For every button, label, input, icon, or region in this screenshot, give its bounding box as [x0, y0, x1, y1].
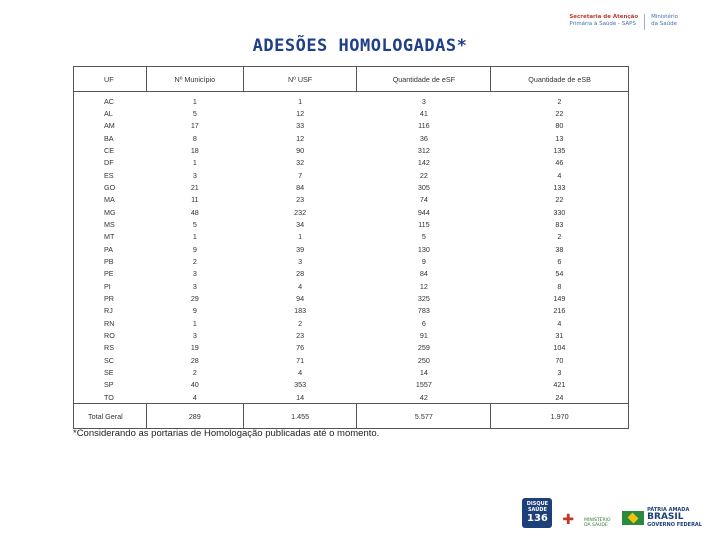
- cell-usf: 183: [294, 306, 307, 316]
- brasil-line3: GOVERNO FEDERAL: [647, 522, 702, 528]
- cell-usf: 7: [298, 170, 303, 180]
- cell-municipio: 5: [192, 219, 197, 229]
- cell-esf: 305: [417, 182, 430, 192]
- cell-usf: 4: [298, 367, 303, 377]
- cell-uf: PB: [104, 256, 114, 266]
- ministerio-logo-text: [651, 14, 678, 28]
- cell-municipio: 17: [190, 121, 199, 131]
- cell-usf: 84: [296, 182, 305, 192]
- brasil-text: [647, 507, 702, 528]
- total-esf: 5.577: [357, 404, 491, 429]
- cell-esf: 6: [421, 318, 426, 328]
- secretaria-line1: Secretaria de Atenção: [569, 14, 639, 20]
- cell-esf: 41: [419, 108, 428, 118]
- cell-esf: 14: [419, 367, 428, 377]
- disque-saude-logo: [522, 498, 552, 528]
- table-row: [74, 181, 629, 193]
- total-esb: 1.970: [491, 404, 629, 429]
- secretaria-line2: Primária à Saúde - SAPS: [569, 21, 636, 27]
- cell-municipio: 1: [192, 232, 197, 242]
- cell-municipio: 9: [192, 244, 197, 254]
- header-logo: [569, 14, 678, 30]
- cell-esb: 104: [553, 343, 566, 353]
- cell-uf: BA: [104, 133, 114, 143]
- footer-logos: [522, 498, 702, 528]
- cell-municipio: 9: [192, 306, 197, 316]
- cell-esf: 250: [417, 355, 430, 365]
- table-row: [74, 194, 629, 206]
- cell-esf: 3: [421, 96, 426, 106]
- cell-municipio: 48: [190, 207, 199, 217]
- cell-usf: 23: [296, 195, 305, 205]
- cell-usf: 76: [296, 343, 305, 353]
- table-row: [74, 268, 629, 280]
- brasil-line2: BRASIL: [647, 512, 684, 522]
- cell-uf: PA: [104, 244, 114, 254]
- cell-uf: SP: [104, 380, 114, 390]
- cell-esb: 2: [557, 232, 562, 242]
- cell-usf: 232: [294, 207, 307, 217]
- cell-uf: RO: [104, 330, 115, 340]
- cell-esf: 130: [417, 244, 430, 254]
- table-row: [74, 329, 629, 341]
- cell-esf: 84: [419, 269, 428, 279]
- cell-usf: 353: [294, 380, 307, 390]
- cell-municipio: 3: [192, 269, 197, 279]
- cell-uf: AM: [104, 121, 115, 131]
- cell-uf: TO: [104, 392, 114, 402]
- cell-uf: ES: [104, 170, 114, 180]
- cell-municipio: 21: [190, 182, 199, 192]
- governo-brasil-logo: [622, 507, 702, 528]
- saps-logo-text: [569, 14, 638, 28]
- table-row: [74, 206, 629, 218]
- cell-esb: 38: [555, 244, 564, 254]
- cell-uf: RS: [104, 343, 114, 353]
- cell-uf: MG: [104, 207, 116, 217]
- cell-municipio: 11: [191, 195, 199, 205]
- cell-usf: 90: [296, 145, 305, 155]
- ministerio-footer-text: MINISTÉRIO DA SAÚDE: [584, 518, 611, 528]
- total-label: Total Geral: [74, 404, 147, 429]
- adesoes-table: [73, 66, 629, 429]
- cell-esf: 783: [417, 306, 430, 316]
- table-row: [74, 92, 629, 108]
- cell-esf: 944: [417, 207, 430, 217]
- cell-uf: PR: [104, 293, 114, 303]
- table-row: [74, 342, 629, 354]
- cell-uf: MS: [104, 219, 115, 229]
- table-row: [74, 354, 629, 366]
- cell-municipio: 28: [190, 355, 199, 365]
- cell-esf: 91: [419, 330, 428, 340]
- cell-usf: 1: [298, 232, 303, 242]
- cell-esb: 46: [555, 158, 564, 168]
- disque-line1: DISQUE: [526, 501, 549, 507]
- table-row: [74, 107, 629, 119]
- table-row: [74, 218, 629, 230]
- cell-esf: 36: [419, 133, 428, 143]
- ministerio-line2: da Saúde: [651, 21, 677, 27]
- cell-usf: 34: [296, 219, 305, 229]
- cell-esb: 3: [557, 367, 562, 377]
- cell-uf: SE: [104, 367, 114, 377]
- brasil-flag-icon: [622, 511, 644, 525]
- cell-uf: PI: [104, 281, 111, 291]
- cell-uf: RN: [104, 318, 115, 328]
- cell-esb: 149: [553, 293, 566, 303]
- cell-usf: 4: [298, 281, 303, 291]
- cell-esf: 12: [419, 281, 428, 291]
- table-row: [74, 255, 629, 267]
- cell-esf: 1557: [415, 380, 432, 390]
- cell-usf: 28: [296, 269, 305, 279]
- cell-esf: 42: [419, 392, 428, 402]
- cell-municipio: 18: [190, 145, 199, 155]
- cell-municipio: 1: [192, 158, 197, 168]
- cell-usf: 2: [298, 318, 303, 328]
- cell-municipio: 5: [192, 108, 197, 118]
- cell-usf: 71: [296, 355, 305, 365]
- cell-esb: 421: [553, 380, 566, 390]
- cell-usf: 12: [296, 108, 305, 118]
- footnote: *Considerando as portarias de Homologação publicadas até o momento.: [73, 428, 380, 439]
- table-row: [74, 391, 629, 404]
- col-header-esb: Quantidade de eSB: [491, 67, 629, 92]
- table-row: [74, 120, 629, 132]
- cell-esb: 22: [555, 195, 564, 205]
- cell-uf: AC: [104, 96, 114, 106]
- ministerio-line1: Ministério: [651, 14, 678, 20]
- table-row: [74, 144, 629, 156]
- cell-municipio: 2: [192, 367, 197, 377]
- cell-esf: 325: [417, 293, 430, 303]
- table-header-row: [74, 67, 629, 92]
- cell-municipio: 40: [190, 380, 199, 390]
- cell-esb: 31: [555, 330, 564, 340]
- cell-usf: 94: [296, 293, 305, 303]
- cell-esb: 133: [553, 182, 566, 192]
- total-usf: 1.455: [243, 404, 357, 429]
- cell-usf: 23: [296, 330, 305, 340]
- table-row: [74, 317, 629, 329]
- col-header-usf: Nº USF: [243, 67, 357, 92]
- cell-municipio: 2: [192, 256, 197, 266]
- cell-esf: 115: [418, 219, 430, 229]
- cell-esf: 116: [418, 121, 430, 131]
- total-row: [74, 404, 629, 429]
- col-header-municipio: Nº Município: [146, 67, 243, 92]
- cell-municipio: 3: [192, 281, 197, 291]
- table-row: [74, 169, 629, 181]
- brasil-line1: PÁTRIA AMADA: [647, 507, 690, 513]
- cell-usf: 32: [296, 158, 305, 168]
- cell-municipio: 4: [192, 392, 197, 402]
- cell-esb: 54: [555, 269, 564, 279]
- cell-esf: 312: [417, 145, 430, 155]
- cell-uf: MA: [104, 195, 115, 205]
- cell-municipio: 8: [192, 133, 197, 143]
- total-municipio: 289: [146, 404, 243, 429]
- cell-esf: 22: [419, 170, 428, 180]
- table-body: [74, 92, 629, 404]
- cell-esb: 330: [553, 207, 566, 217]
- table-row: [74, 231, 629, 243]
- cell-esb: 22: [555, 108, 564, 118]
- cell-municipio: 3: [192, 170, 197, 180]
- table-row: [74, 379, 629, 391]
- cell-usf: 3: [298, 256, 303, 266]
- cell-usf: 39: [296, 244, 305, 254]
- logo-divider: [644, 14, 645, 30]
- cell-esf: 142: [417, 158, 430, 168]
- disque-line2: SAÚDE: [527, 507, 547, 513]
- table-row: [74, 292, 629, 304]
- cell-esb: 80: [555, 121, 564, 131]
- cell-esf: 5: [421, 232, 426, 242]
- table-row: [74, 280, 629, 292]
- cell-esb: 2: [557, 96, 562, 106]
- cell-esb: 83: [555, 219, 564, 229]
- disque-number: 136: [526, 513, 548, 524]
- cell-municipio: 3: [192, 330, 197, 340]
- table-row: [74, 132, 629, 144]
- table-row: [74, 366, 629, 378]
- cell-uf: CE: [104, 145, 114, 155]
- cell-uf: MT: [104, 232, 115, 242]
- table-row: [74, 243, 629, 255]
- cell-esf: 74: [419, 195, 428, 205]
- cell-esb: 4: [557, 318, 562, 328]
- cell-esb: 8: [557, 281, 562, 291]
- cell-esb: 6: [557, 256, 562, 266]
- cell-municipio: 29: [190, 293, 199, 303]
- cell-esb: 135: [553, 145, 566, 155]
- cell-esb: 4: [557, 170, 562, 180]
- cell-uf: RJ: [104, 306, 113, 316]
- cell-esf: 259: [417, 343, 430, 353]
- col-header-esf: Quantidade de eSF: [357, 67, 491, 92]
- col-header-uf: UF: [74, 67, 147, 92]
- cell-esb: 70: [555, 355, 564, 365]
- cell-usf: 14: [296, 392, 305, 402]
- cell-municipio: 1: [192, 318, 197, 328]
- cell-usf: 1: [298, 96, 303, 106]
- sus-cross-icon: ✚: [562, 512, 575, 528]
- table-row: [74, 305, 629, 317]
- table-row: [74, 157, 629, 169]
- cell-municipio: 19: [190, 343, 199, 353]
- cell-uf: DF: [104, 158, 114, 168]
- cell-uf: GO: [104, 182, 116, 192]
- cell-uf: PE: [104, 269, 114, 279]
- cell-usf: 33: [296, 121, 305, 131]
- cell-esf: 9: [421, 256, 426, 266]
- cell-esb: 216: [553, 306, 566, 316]
- cell-uf: AL: [104, 108, 113, 118]
- cell-usf: 12: [296, 133, 305, 143]
- cell-uf: SC: [104, 355, 114, 365]
- page-title: ADESÕES HOMOLOGADAS*: [252, 36, 468, 56]
- cell-esb: 13: [555, 133, 564, 143]
- cell-esb: 24: [555, 392, 564, 402]
- cell-municipio: 1: [192, 96, 197, 106]
